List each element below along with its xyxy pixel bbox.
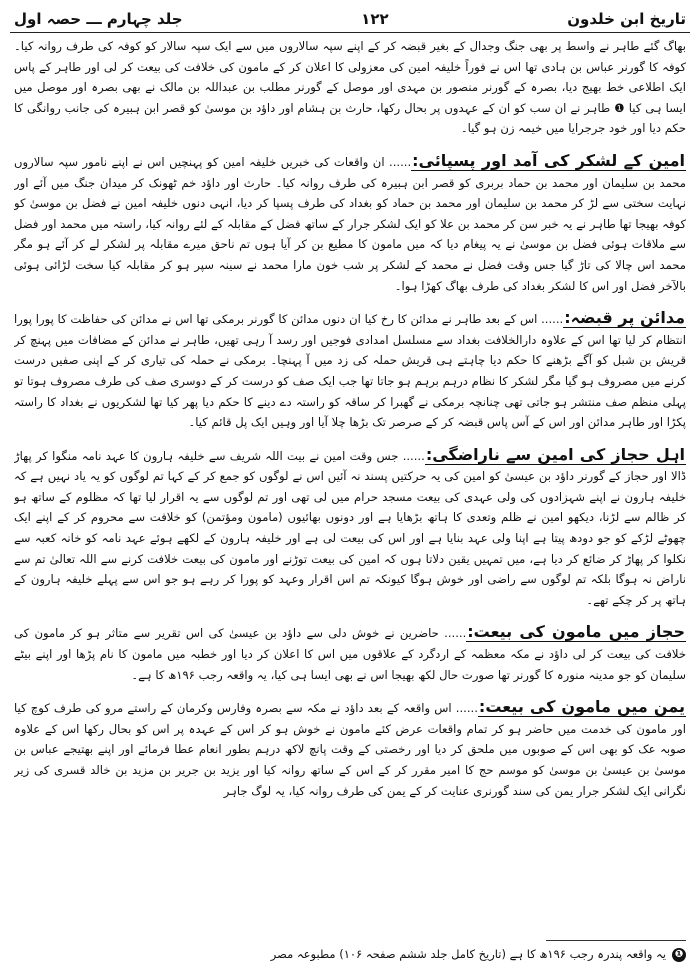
volume-label: جلد چہارم ـــ حصہ اول [14, 10, 183, 28]
paragraph-text: جس وقت امین نے بیت اللہ شریف سے خلیفہ ہارون کا عہد نامہ منگوا کر پھاڑ ڈالا اور حجاز کے گورنر داؤد بن عیسیٰ کو امین کی یہ حرکتیں پسند نہ آئیں اس نے لوگوں کو جمع کر کے کہا تم لوگوں کو یہ یاد نہیں ہے کہ خلیفہ ہارون نے اپنے شہزادوں کی ولی عہدی کی بیعت مسجد حرام میں لی تھی اور تم لوگوں سے یہ اقرار لیا تھا کہ مظلوم کے ساتھ ہو کر ظالم سے لڑنا، دیکھو امین نے ظلم وتعدی کا ہاتھ بڑھایا ہے اور دونوں بھائیوں (مامون ومؤتمن) کو خلافت سے محروم کر کے اپنے ایک چھوٹے لڑکے کو جو دودھ پیتا ہے اپنا ولی عہد بنایا ہے اور اس کی بیعت لی ہے اور خلیفہ ہارون کے لکھے ہوئے عہد نامہ کو خانہ کعبہ سے نکلوا کر پھاڑ کر ضائع کر دیا ہے، میں تمہیں یقین دلاتا ہوں کہ امین کی بیعت توڑنے اور مامون کی بیعت خلافت کرنے سے اللہ تعالیٰ تم سے ناراض نہ ہوگا بلکہ تم لوگوں سے راضی اور خوش ہوگا کیونکہ تم اس اقرار وعہد کو پورا کر رہے ہو جو اس سے پہلے خلیفہ ہارون کے ہاتھ پر کر چکے تھے۔ [14, 448, 686, 607]
header-rule [10, 32, 690, 33]
section-hijaz-allegiance: حجاز میں مامون کی بیعت:...... حاضرین نے خوش دلی سے داؤد بن عیسیٰ کی اس تقریر سے متاثر ہو کر مامون کی خلافت کی بیعت کر لی داؤد نے مکہ معظمہ کے اردگرد کے علاقوں میں اس کا اعلان کر دیا اور خطبہ میں مامون کا نام پڑھا اور اپنے بیٹے سلیمان کو جو مدینہ منورہ کا گورنر تھا صورت حال لکھ بھیجا اس نے بھی ایسا ہی کیا، یہ واقعہ رجب ۱۹۶ھ کا ہے۔ [14, 622, 686, 682]
page-number: ۱۲۲ [361, 10, 389, 28]
section-heading: یمن میں مامون کی بیعت: [478, 697, 686, 717]
section-army-retreat: امین کے لشکر کی آمد اور پسپائی:...... ان واقعات کی خبریں خلیفہ امین کو پہنچیں اس نے اپنے نامور سپہ سالاروں محمد بن سلیمان اور محمد بن حماد بربری کو قصر ابن ہبیرہ کی طرف روانہ کیا۔ حارث اور داؤد خم ٹھونک کر میدان جنگ میں آئے اور نہایت سختی سے لڑ کر محمد بن سلیمان اور محمد بن حماد کو بغداد کی طرف پسپا کر دیا، انہی دنوں خلیفہ امین نے فضل بن موسیٰ کو کوفہ بھیجا تھا طاہر نے یہ خبر سن کر محمد بن علا کو ایک لشکر جرار کے ساتھ فضل کے مقابلہ کے لئے روانہ کیا، راستہ میں محمد اور فضل سے ملاقات ہوئی فضل بن موسیٰ نے یہ پیغام دیا کہ میں مامون کا مطیع بن کر آیا ہوں تم ناحق میرے مقابلہ پر لشکر لے کر آئے ہو مگر محمد اس چالا کی تاڑ گیا جس وقت فضل نے محمد کے لشکر پر شب خون مارا محمد نے سینہ سپر ہو کر مقابلہ کیا سخت لڑائی ہوئی بالآخر فضل اور اس کا لشکر بغداد کی طرف بھاگ کھڑا ہوا۔ [14, 150, 686, 293]
section-heading: مدائن پر قبضہ: [564, 308, 686, 328]
footnote-rule [546, 940, 686, 941]
paragraph-text: اس واقعہ کے بعد داؤد نے مکہ سے بصرہ وفارس وکرمان کے راستے مرو کی طرف کوچ کیا اور مامون کی خدمت میں حاضر ہو کر تمام واقعات عرض کئے مامون نے خوش ہو کر اس کے عہدہ پر اس کو بحال رکھا اس کے علاوہ صوبہ عک کو بھی اس کے صوبوں میں ملحق کر دیا اور رخصتی کے وقت پانچ لاکھ درہم بطور انعام عطا فرمائے اور اپنے بھتیجے عباس بن موسیٰ بن عیسیٰ بن موسیٰ کو موسم حج کا امیر مقرر کر کے اس کے ساتھ روانہ کیا اور یزید بن جریر بن مزید بن خالد قسری کی زیر نگرانی ایک لشکر جرار یمن کی سند گورنری عنایت کر کے یمن کی طرف روانہ کیا، یہ لوگ جاہر [14, 701, 686, 798]
section-heading: اہل حجاز کی امین سے ناراضگی: [425, 444, 685, 464]
section-madain-capture: مدائن پر قبضہ:...... اس کے بعد طاہر نے مدائن کا رخ کیا ان دنوں مدائن کا گورنر برمکی تھا اس نے مدائن کی حفاظت کا پورا پورا انتظام کر لیا تھا اس کے علاوہ دارالخلافت بغداد سے مسلسل امدادی فوجیں اور رسد آ رہی تھیں، طاہر نے مدائن کے مضافات میں پہنچ کر قریش بن شبل کو آگے بڑھنے کا حکم دیا چاہتے ہی قریش حملہ کی زد میں آ پہنچا۔ برمکی نے حملہ کی تیاری کر کے اپنی صفیں درست کرنے میں مصروف ہو گیا مگر لشکر کا نظام درہم برہم ہو جاتا تھا جب ایک صف کو درست کر کے دوسری صف کی طرف مصروف ہوتا تو پہلی منظم صف منتشر ہو جاتی تھی چنانچہ برمکی نے گھبرا کر ساقہ کو راستہ دے دینے کا حکم دیا پھر کیا تھا لشکریوں نے بغداد کا راستہ پکڑا اور طاہر مدائن اور اس کے آس پاس قبضہ کر کے صرصر تک بڑھا چلا آیا اور وہیں ایک پل قائم کیا۔ [14, 308, 686, 430]
section-heading: امین کے لشکر کی آمد اور پسپائی: [412, 150, 685, 170]
book-title: تاریخ ابن خلدون [567, 10, 686, 28]
paragraph-text: حاضرین نے خوش دلی سے داؤد بن عیسیٰ کی اس تقریر سے متاثر ہو کر مامون کی خلافت کی بیعت کر لی داؤد نے مکہ معظمہ کے اردگرد کے علاقوں میں اس کا اعلان کر دیا اور خطبہ میں مامون کا نام پڑھا اور اپنے بیٹے سلیمان کو جو مدینہ منورہ کا گورنر تھا صورت حال لکھ بھیجا اس نے بھی ایسا ہی کیا، یہ واقعہ رجب ۱۹۶ھ کا ہے۔ [14, 626, 686, 682]
section-hijaz-displeasure: اہل حجاز کی امین سے ناراضگی:...... جس وقت امین نے بیت اللہ شریف سے خلیفہ ہارون کا عہد نامہ منگوا کر پھاڑ ڈالا اور حجاز کے گورنر داؤد بن عیسیٰ کو امین کی یہ حرکتیں پسند نہ آئیں اس نے لوگوں کو جمع کر کے کہا تم لوگوں کو یہ یاد نہیں ہے کہ خلیفہ ہارون نے اپنے شہزادوں کی ولی عہدی کی بیعت مسجد حرام میں لی تھی اور تم لوگوں سے یہ اقرار لیا تھا کہ مظلوم کے ساتھ ہو کر ظالم سے لڑنا، دیکھو امین نے ظلم وتعدی کا ہاتھ بڑھایا ہے اور دونوں بھائیوں (مامون ومؤتمن) کو خلافت سے محروم کر کے اپنے ایک چھوٹے لڑکے کو جو دودھ پیتا ہے اپنا ولی عہد بنایا ہے اور اس کی بیعت لی ہے اور خلیفہ ہارون کے لکھے ہوئے عہد نامہ کو خانہ کعبہ سے نکلوا کر پھاڑ کر ضائع کر دیا ہے، میں تمہیں یقین دلاتا ہوں کہ امین کی بیعت توڑنے اور مامون کی بیعت خلافت کرنے سے اللہ تعالیٰ تم سے ناراض نہ ہوگا بلکہ تم لوگوں سے راضی اور خوش ہوگا کیونکہ تم اس اقرار وعہد کو پورا کر رہے ہو جو اس سے پہلے خلیفہ ہارون کے ہاتھ پر کر چکے تھے۔ [14, 444, 686, 607]
paragraph-text: اس کے بعد طاہر نے مدائن کا رخ کیا ان دنوں مدائن کا گورنر برمکی تھا اس نے مدائن کی حفاظت کا پورا پورا انتظام کر لیا تھا اس کے علاوہ دارالخلافت بغداد سے مسلسل امدادی فوجیں اور رسد آ رہی تھیں، طاہر نے مدائن کے مضافات میں پہنچ کر قریش بن شبل کو آگے بڑھنے کا حکم دیا چاہتے ہی قریش حملہ کی زد میں آ پہنچا۔ برمکی نے حملہ کی تیاری کر کے اپنی صفیں درست کرنے میں مصروف ہو گیا مگر لشکر کا نظام درہم برہم ہو جاتا تھا جب ایک صف کو درست کر کے دوسری صف کی طرف مصروف ہوتا تو پہلی منظم صف منتشر ہو جاتی تھی چنانچہ برمکی نے گھبرا کر ساقہ کو راستہ دے دینے کا حکم دیا پھر کیا تھا لشکریوں نے بغداد کا راستہ پکڑا اور طاہر مدائن اور اس کے آس پاس قبضہ کر کے صرصر تک بڑھا چلا آیا اور وہیں ایک پل قائم کیا۔ [14, 312, 686, 430]
body-text [14, 36, 686, 936]
footnote-marker: ❶ [672, 948, 686, 962]
section-heading: حجاز میں مامون کی بیعت: [467, 622, 685, 642]
footnote [14, 944, 686, 966]
section-yemen-allegiance: یمن میں مامون کی بیعت:...... اس واقعہ کے بعد داؤد نے مکہ سے بصرہ وفارس وکرمان کے راستے مرو کی طرف کوچ کیا اور مامون کی خدمت میں حاضر ہو کر تمام واقعات عرض کئے مامون نے خوش ہو کر اس کے عہدہ پر اس کو بحال رکھا اس کے علاوہ صوبہ عک کو بھی اس کے صوبوں میں ملحق کر دیا اور رخصتی کے وقت پانچ لاکھ درہم بطور انعام عطا فرمائے اور اپنے بھتیجے عباس بن موسیٰ بن عیسیٰ بن موسیٰ کو موسم حج کا امیر مقرر کر کے اس کے ساتھ روانہ کیا اور یزید بن جریر بن مزید بن خالد قسری کی زیر نگرانی ایک لشکر جرار یمن کی سند گورنری عنایت کر کے یمن کی طرف روانہ کیا، یہ لوگ جاہر [14, 697, 686, 798]
page-header [14, 6, 686, 32]
footnote-text: یہ واقعہ پندرہ رجب ۱۹۶ھ کا ہے (تاریخ کامل جلد ششم صفحہ ۱۰۶) مطبوعہ مصر [270, 947, 666, 961]
paragraph-1 [14, 36, 686, 139]
paragraph-text: بھاگ گئے طاہر نے واسط پر بھی جنگ وجدال کے بغیر قبضہ کر کے اپنے سپہ سالاروں میں سے ایک سپہ سالار کو کوفہ کی طرف روانہ کیا۔ کوفہ کا گورنر عباس بن ہادی تھا اس نے فوراً خلیفہ امین کی معزولی کا اعلان کر کے مامون کی خلافت کی بیعت کر لی اور طاہر کے پاس ایک اطلاعی خط بھیج دیا، بصرہ کے گورنر منصور بن مہدی اور موصل کے گورنر مطلب بن عبداللہ بن مالک نے بھی بصرہ اور موصل میں ایسا ہی کیا ❶ طاہر نے ان سب کو ان کے عہدوں پر بحال رکھا، حارث بن ہشام اور داؤد بن موسیٰ کو قصر ابن ہبیرہ کی جانب روانگی کا حکم دیا اور خود جرجرایا میں خیمہ زن ہو گیا۔ [14, 39, 686, 136]
paragraph-text: ان واقعات کی خبریں خلیفہ امین کو پہنچیں اس نے اپنے نامور سپہ سالاروں محمد بن سلیمان اور محمد بن حماد بربری کو قصر ابن ہبیرہ کی طرف روانہ کیا۔ حارث اور داؤد خم ٹھونک کر میدان جنگ میں آئے اور نہایت سختی سے لڑ کر محمد بن سلیمان اور محمد بن حماد کو بغداد کی طرف پسپا کر دیا، انہی دنوں خلیفہ امین نے فضل بن موسیٰ کو کوفہ بھیجا تھا طاہر نے یہ خبر سن کر محمد بن علا کو ایک لشکر جرار کے ساتھ فضل کے مقابلہ کے لئے روانہ کیا، راستہ میں محمد اور فضل سے ملاقات ہوئی فضل بن موسیٰ نے یہ پیغام دیا کہ میں مامون کا مطیع بن کر آیا ہوں تم ناحق میرے مقابلہ پر لشکر لے کر آئے ہو مگر محمد اس چالا کی تاڑ گیا جس وقت فضل نے محمد کے لشکر پر شب خون مارا محمد نے سینہ سپر ہو کر مقابلہ کیا سخت لڑائی ہوئی بالآخر فضل اور اس کا لشکر بغداد کی طرف بھاگ کھڑا ہوا۔ [14, 154, 686, 293]
